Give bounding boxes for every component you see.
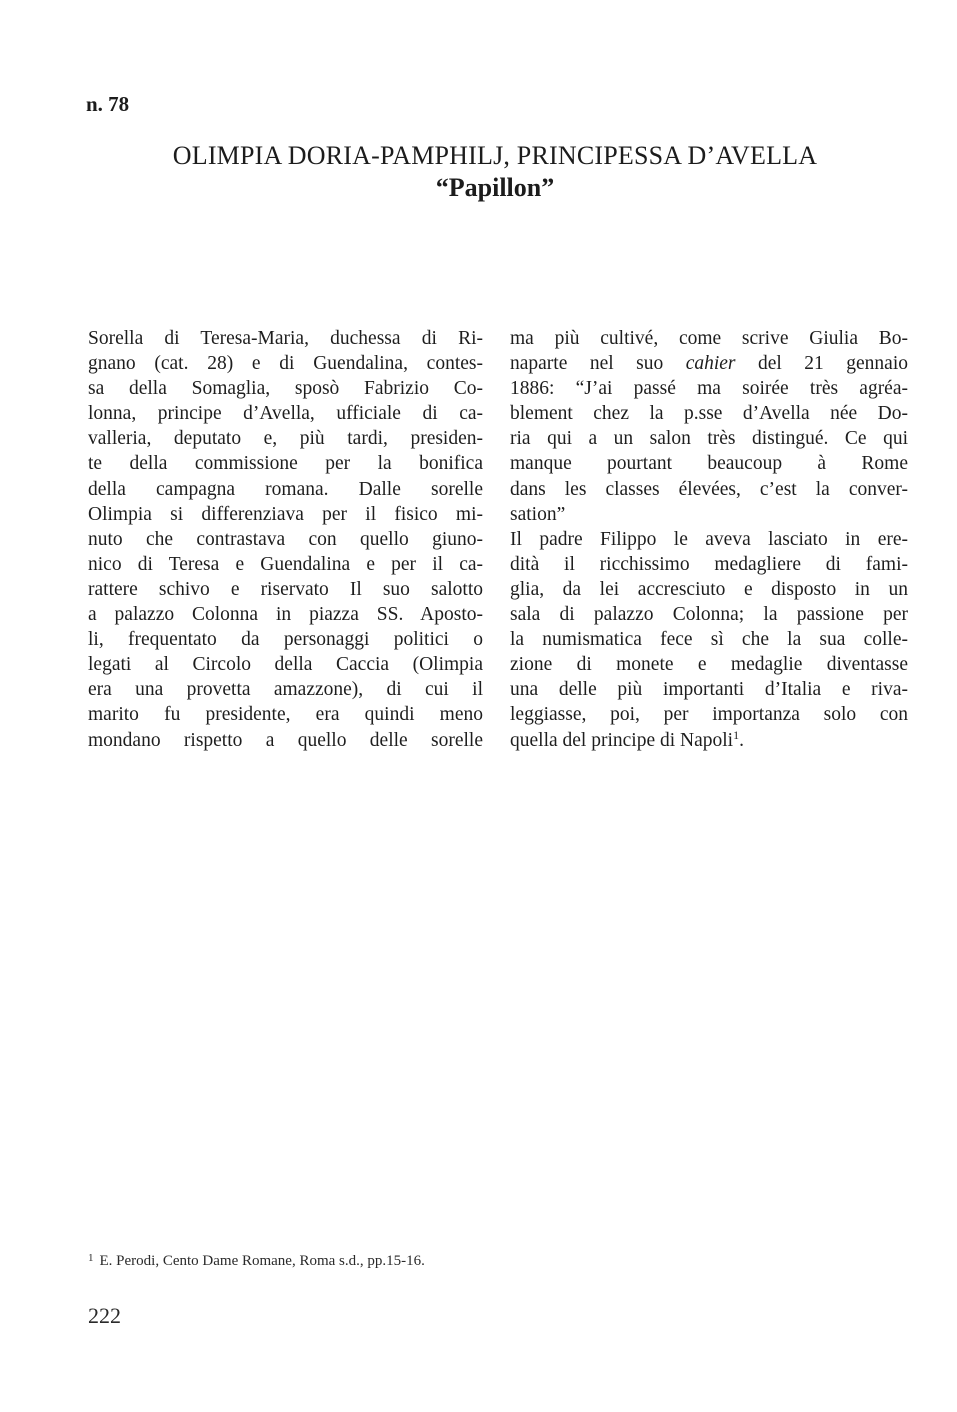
text-line: dans les classes élevées, c’est la conver-: [510, 478, 908, 500]
footnote: [88, 1252, 425, 1270]
text-segment: naparte nel suo: [510, 353, 686, 375]
footnote-text: E. Perodi, Cento Dame Romane, Roma s.d., pp.15-16.: [99, 1253, 425, 1269]
text-line: valleria, deputato e, più tardi, presiden-: [88, 428, 483, 450]
text-line: leggiasse, poi, per importanza solo con: [510, 704, 908, 726]
text-line: Sorella di Teresa-Maria, duchessa di Ri-: [88, 328, 483, 349]
text-line: nico di Teresa e Guendalina e per il ca-: [88, 553, 483, 575]
text-line: lonna, principe d’Avella, ufficiale di ca-: [88, 403, 483, 425]
italic-word: cahier: [685, 353, 736, 375]
page-subtitle: “Papillon”: [435, 173, 555, 202]
text-segment: quella del principe di Napoli: [510, 729, 734, 751]
text-line: la numismatica fece sì che la sua colle-: [510, 629, 908, 651]
entry-number: n. 78: [86, 92, 130, 116]
page-title: OLIMPIA DORIA-PAMPHILJ, PRINCIPESSA D’AVELLA: [172, 141, 818, 170]
text-line: blement chez la p.sse d’Avella née Do-: [510, 403, 908, 425]
text-line: ma più cultivé, come scrive Giulia Bo-: [510, 328, 908, 349]
text-line: Olimpia si differenziava per il fisico mi-: [88, 503, 483, 525]
text-line: glia, da lei accresciuto e disposto in un: [510, 578, 908, 600]
text-segment: del 21 gennaio: [735, 353, 908, 375]
text-line: ria qui a un salon très distingué. Ce qui: [510, 428, 908, 450]
text-line: era una provetta amazzone), di cui il: [88, 679, 483, 701]
text-line: li, frequentato da personaggi politici o: [88, 629, 483, 651]
text-line: te della commissione per la bonifica: [88, 453, 483, 475]
text-line: dità il ricchissimo medagliere di fami-: [510, 553, 908, 575]
left-column: [88, 326, 483, 753]
text-line: una delle più importanti d’Italia e riva-: [510, 679, 908, 701]
footnote-marker: 1: [88, 1252, 94, 1264]
text-segment: .: [739, 729, 744, 751]
footnote-reference: 1: [733, 727, 740, 742]
right-column: [510, 326, 908, 753]
text-line: legati al Circolo della Caccia (Olimpia: [88, 654, 483, 676]
text-line: sation”: [510, 503, 566, 525]
text-line: [510, 351, 908, 376]
text-line: zione di monete e medaglie diventasse: [510, 654, 908, 676]
text-line: mondano rispetto a quello delle sorelle: [88, 729, 483, 751]
text-line: manque pourtant beaucoup à Rome: [510, 453, 908, 475]
text-line: Il padre Filippo le aveva lasciato in ere-: [510, 528, 908, 550]
text-line: [510, 728, 908, 753]
text-line: a palazzo Colonna in piazza SS. Aposto-: [88, 604, 483, 626]
text-line: sa della Somaglia, sposò Fabrizio Co-: [88, 378, 483, 400]
text-line: marito fu presidente, era quindi meno: [88, 704, 483, 726]
text-line: nuto che contrastava con quello giuno-: [88, 528, 483, 550]
text-line: rattere schivo e riservato Il suo salotto: [88, 578, 483, 600]
page-number: 222: [88, 1303, 121, 1328]
text-line: sala di palazzo Colonna; la passione per: [510, 604, 908, 626]
text-line: della campagna romana. Dalle sorelle: [88, 478, 483, 500]
text-line: 1886: “J’ai passé ma soirée très agréa-: [510, 378, 908, 400]
text-line: gnano (cat. 28) e di Guendalina, contes-: [88, 353, 483, 375]
